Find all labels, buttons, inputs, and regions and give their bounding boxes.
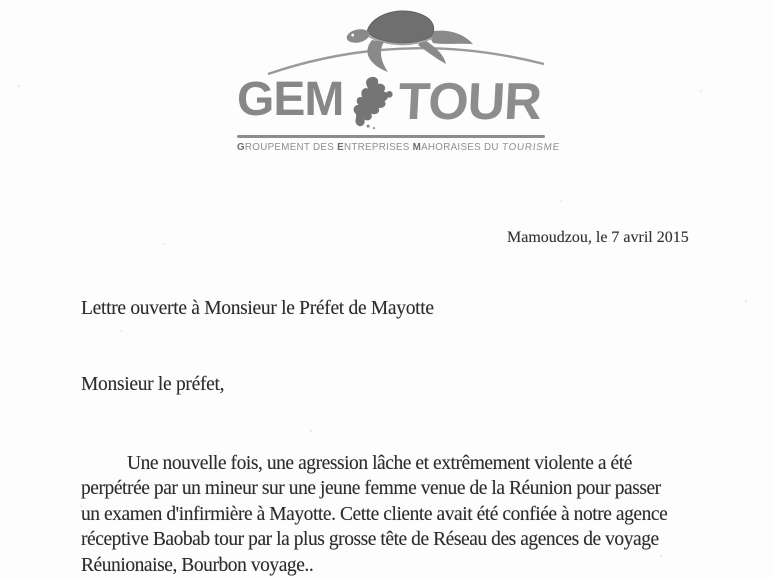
logo-wordmark: [237, 74, 551, 132]
tagline-text: AHORAISES DU: [421, 142, 502, 153]
body-line: Réunionaise, Bourbon voyage..: [81, 554, 314, 576]
body-line: perpétrée par un mineur sur une jeune femme venue de la Réunion pour passer: [81, 478, 661, 500]
tagline-text: NTREPRISES: [343, 142, 413, 153]
mayotte-island-icon: [349, 76, 395, 130]
body-line: Une nouvelle fois, une agression lâche et extrêmement violente a été: [127, 453, 632, 474]
logo-tour-text: TOUR: [397, 73, 543, 131]
tagline-initial-m: M: [412, 142, 422, 153]
subject-line: Lettre ouverte à Monsieur le Préfet de Mayotte: [81, 298, 434, 319]
salutation: Monsieur le préfet,: [81, 374, 225, 395]
tagline-initial-g: G: [237, 142, 245, 153]
body-line: un examen d'infirmière à Mayotte. Cette cliente avait été confiée à notre agence: [81, 503, 668, 525]
logo-tagline: [237, 142, 561, 153]
gemtour-logo: [237, 4, 561, 153]
body-line: réceptive Baobab tour par la plus grosse tête de Réseau des agences de voyage: [81, 529, 659, 551]
horizon-arc: [268, 48, 544, 74]
tagline-tourisme: TOURISME: [501, 142, 561, 153]
turtle-drawing: [345, 11, 473, 72]
logo-gem-text: GEM: [237, 73, 344, 126]
sea-turtle-icon: [265, 4, 547, 78]
body-paragraph: [81, 451, 667, 578]
logo-underline: [237, 135, 545, 138]
dateline: Mamoudzou, le 7 avril 2015: [507, 229, 689, 246]
scan-noise: [0, 0, 2, 2]
tagline-text: ROUPEMENT DES: [244, 142, 338, 153]
tagline-initial-e: E: [337, 142, 344, 153]
